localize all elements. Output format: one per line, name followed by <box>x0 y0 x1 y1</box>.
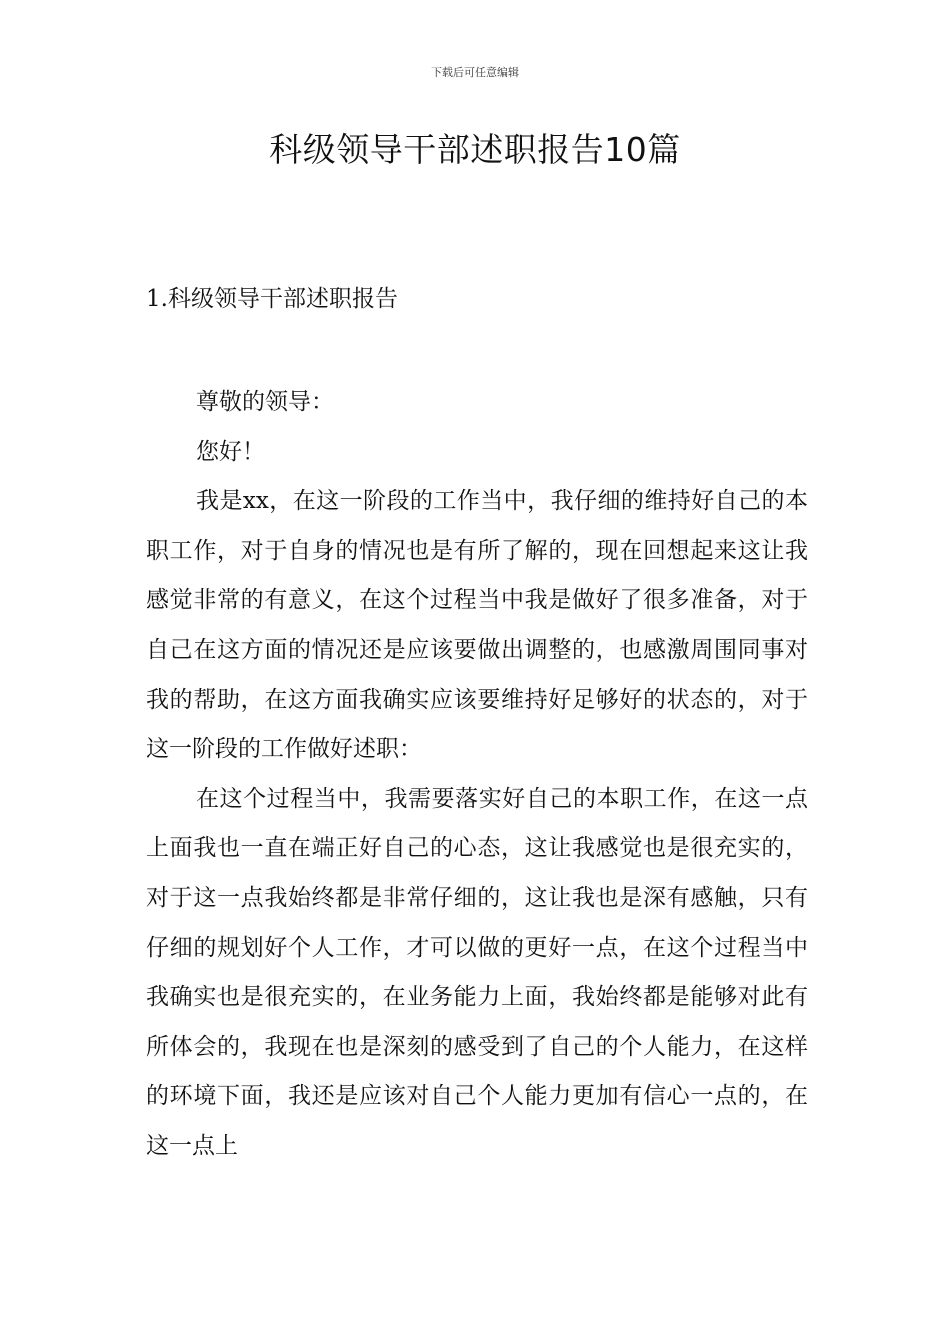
section-heading: 1.科级领导干部述职报告 <box>146 286 398 312</box>
paragraph: 在这个过程当中，我需要落实好自己的本职工作，在这一点上面我也一直在端正好自己的心态，这让我感觉也是很充实的，对于这一点我始终都是非常仔细的，这让我也是深有感触，只有仔细的规划好个人工作，才可以做的更好一点，在这个过程当中我确实也是很充实的，在业务能力上面，我始终都是能够对此有所体会的，我现在也是深刻的感受到了自己的个人能力，在这样的环境下面，我还是应该对自己个人能力更加有信心一点的，在这一点上 <box>146 785 808 1159</box>
paragraph: 我是xx，在这一阶段的工作当中，我仔细的维持好自己的本职工作，对于自身的情况也是有所了解的，现在回想起来这让我感觉非常的有意义，在这个过程当中我是做好了很多准备，对于自己在这方面的情况还是应该要做出调整的，也感激周围同事对我的帮助，在这方面我确实应该要维持好足够好的状态的，对于这一阶段的工作做好述职： <box>146 488 808 763</box>
document-body <box>146 378 808 1172</box>
salutation: 尊敬的领导： <box>196 389 334 415</box>
greeting: 您好！ <box>196 438 265 465</box>
document-title: 科级领导干部述职报告10篇 <box>269 130 681 169</box>
header-note: 下载后可任意编辑 <box>431 66 519 79</box>
